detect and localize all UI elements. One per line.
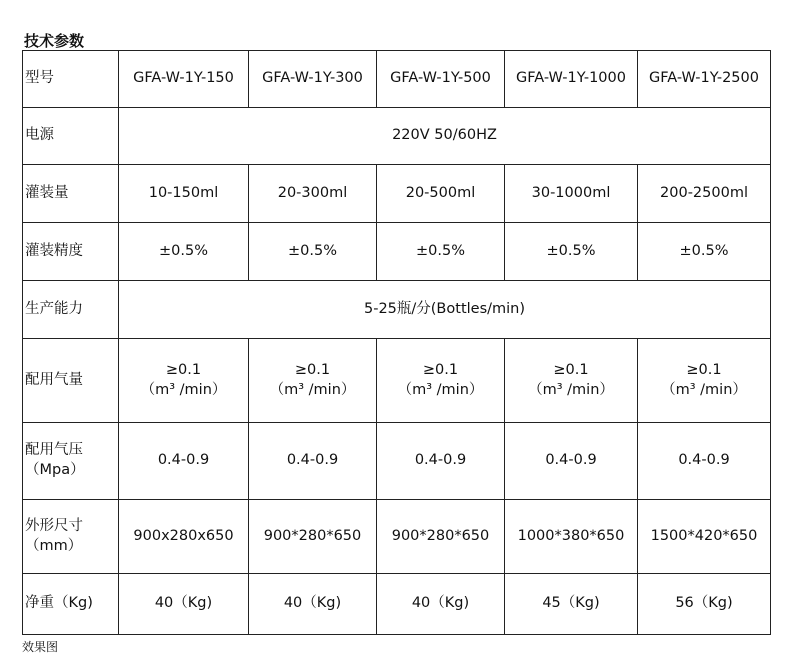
fill-volume-cell: 10-150ml <box>119 165 249 223</box>
weight-cell: 40（Kg) <box>249 574 377 635</box>
dimensions-cell: 900*280*650 <box>249 500 377 574</box>
air-value: ≥0.1 <box>553 361 589 378</box>
row-label-unit: （mm） <box>25 537 83 554</box>
row-weight <box>23 574 771 635</box>
row-label: 电源 <box>23 108 119 165</box>
row-label: 配用气量 <box>23 339 119 423</box>
air-value: ≥0.1 <box>422 361 459 378</box>
air-value: ≥0.1 <box>686 361 722 378</box>
row-label: 净重（Kg) <box>23 574 119 635</box>
model-cell: GFA-W-1Y-300 <box>249 51 377 108</box>
row-fill-accuracy <box>23 223 771 281</box>
air-pressure-cell: 0.4-0.9 <box>249 423 377 500</box>
air-value: ≥0.1 <box>165 361 202 378</box>
dimensions-cell: 900*280*650 <box>377 500 505 574</box>
row-air-consumption <box>23 339 771 423</box>
model-cell: GFA-W-1Y-150 <box>119 51 249 108</box>
section-title: 技术参数 <box>24 32 85 50</box>
weight-cell: 45（Kg) <box>505 574 638 635</box>
weight-cell: 56（Kg) <box>638 574 771 635</box>
fill-volume-cell: 30-1000ml <box>505 165 638 223</box>
row-model <box>23 51 771 108</box>
fill-accuracy-cell: ±0.5% <box>377 223 505 281</box>
dimensions-cell: 900x280x650 <box>119 500 249 574</box>
air-pressure-cell: 0.4-0.9 <box>638 423 771 500</box>
model-cell: GFA-W-1Y-2500 <box>638 51 771 108</box>
power-cell: 220V 50/60HZ <box>119 108 771 165</box>
fill-volume-cell: 20-300ml <box>249 165 377 223</box>
air-consumption-cell <box>505 339 638 423</box>
capacity-cell: 5-25瓶/分(Bottles/min) <box>119 281 771 339</box>
model-cell: GFA-W-1Y-500 <box>377 51 505 108</box>
row-label <box>23 500 119 574</box>
dimensions-cell: 1000*380*650 <box>505 500 638 574</box>
row-fill-volume <box>23 165 771 223</box>
row-label: 生产能力 <box>23 281 119 339</box>
row-label <box>23 423 119 500</box>
weight-cell: 40（Kg) <box>377 574 505 635</box>
fill-accuracy-cell: ±0.5% <box>249 223 377 281</box>
row-label: 灌装精度 <box>23 223 119 281</box>
row-capacity <box>23 281 771 339</box>
row-label-main: 外形尺寸 <box>25 517 83 534</box>
air-unit: （m³ /min） <box>661 381 747 398</box>
air-pressure-cell: 0.4-0.9 <box>505 423 638 500</box>
air-value: ≥0.1 <box>294 361 331 378</box>
air-consumption-cell <box>119 339 249 423</box>
row-power <box>23 108 771 165</box>
row-dimensions <box>23 500 771 574</box>
air-pressure-cell: 0.4-0.9 <box>119 423 249 500</box>
air-consumption-cell <box>638 339 771 423</box>
air-consumption-cell <box>249 339 377 423</box>
row-label: 灌装量 <box>23 165 119 223</box>
air-unit: （m³ /min） <box>269 381 356 398</box>
row-label-main: 配用气压 <box>25 442 83 459</box>
dimensions-cell: 1500*420*650 <box>638 500 771 574</box>
model-cell: GFA-W-1Y-1000 <box>505 51 638 108</box>
air-unit: （m³ /min） <box>528 381 614 398</box>
weight-cell: 40（Kg) <box>119 574 249 635</box>
fill-volume-cell: 20-500ml <box>377 165 505 223</box>
fill-accuracy-cell: ±0.5% <box>119 223 249 281</box>
fill-accuracy-cell: ±0.5% <box>638 223 771 281</box>
footer-fragment: 效果图 <box>22 640 59 654</box>
row-air-pressure <box>23 423 771 500</box>
fill-accuracy-cell: ±0.5% <box>505 223 638 281</box>
air-pressure-cell: 0.4-0.9 <box>377 423 505 500</box>
fill-volume-cell: 200-2500ml <box>638 165 771 223</box>
air-consumption-cell <box>377 339 505 423</box>
spec-table <box>22 50 771 635</box>
row-label: 型号 <box>23 51 119 108</box>
row-label-unit: （Mpa） <box>25 462 85 478</box>
air-unit: （m³ /min） <box>140 381 227 398</box>
air-unit: （m³ /min） <box>397 381 484 398</box>
